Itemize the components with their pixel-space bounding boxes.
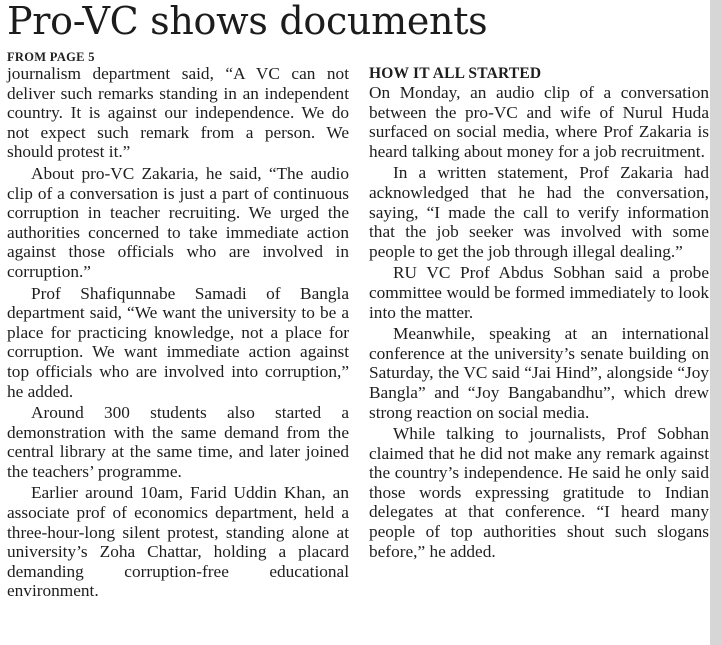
left-paragraph-3: Prof Shafiqunnabe Samadi of Bangla department said, “We want the university to be a place for practicing knowledge, not a place for corruption. We want immediate action against top officials who are involved into corruption,” he added. (7, 283, 349, 401)
page-edge-shadow (710, 0, 722, 645)
right-column (369, 64, 709, 563)
left-paragraph-5: Earlier around 10am, Farid Uddin Khan, an associate prof of economics department, held a three-hour-long silent protest, standing alone at university’s Zoha Chattar, holding a placard demanding corruption-free educational environment. (7, 483, 349, 601)
right-paragraph-4: Meanwhile, speaking at an international conference at the university’s senate building on Saturday, the VC said “Jai Hind”, alongside “Joy Bangla” and “Joy Bangabandhu”, which drew strong reaction on social media. (369, 324, 709, 422)
left-column (7, 48, 349, 603)
right-paragraph-2: In a written statement, Prof Zakaria had acknowledged that he had the conversation, saying, “I made the call to verify information that the job seeker was involved with some people to get the job through illegal dealing.” (369, 163, 709, 261)
section-subhead: HOW IT ALL STARTED (369, 65, 542, 82)
article-headline: Pro-VC shows documents (7, 0, 488, 43)
right-paragraph-3: RU VC Prof Abdus Sobhan said a probe committee would be formed immediately to look into the matter. (369, 263, 709, 322)
right-paragraph-5: While talking to journalists, Prof Sobhan claimed that he did not make any remark against the country’s independence. He said he only said those words expressing gratitude to Indian delegates at that conference. “I heard many people of top authorities shout such slogans before,” he added. (369, 424, 709, 561)
left-paragraph-4: Around 300 students also started a demonstration with the same demand from the central library at the same time, and later joined the teachers’ programme. (7, 403, 349, 481)
left-paragraph-1: journalism department said, “A VC can not deliver such remarks standing in an independent country. It is against our independence. We do not expect such remark from a person. We should protest it.” (7, 64, 349, 162)
right-paragraph-1: On Monday, an audio clip of a conversation between the pro-VC and wife of Nurul Huda surfaced on social media, where Prof Zakaria is heard talking about money for a job recruitment. (369, 83, 709, 161)
continuation-label: FROM PAGE 5 (7, 50, 95, 64)
left-paragraph-2: About pro-VC Zakaria, he said, “The audio clip of a conversation is just a part of continuous corruption in teacher recruiting. We urged the authorities concerned to take immediate action against those officials who are involved in corruption.” (7, 163, 349, 281)
